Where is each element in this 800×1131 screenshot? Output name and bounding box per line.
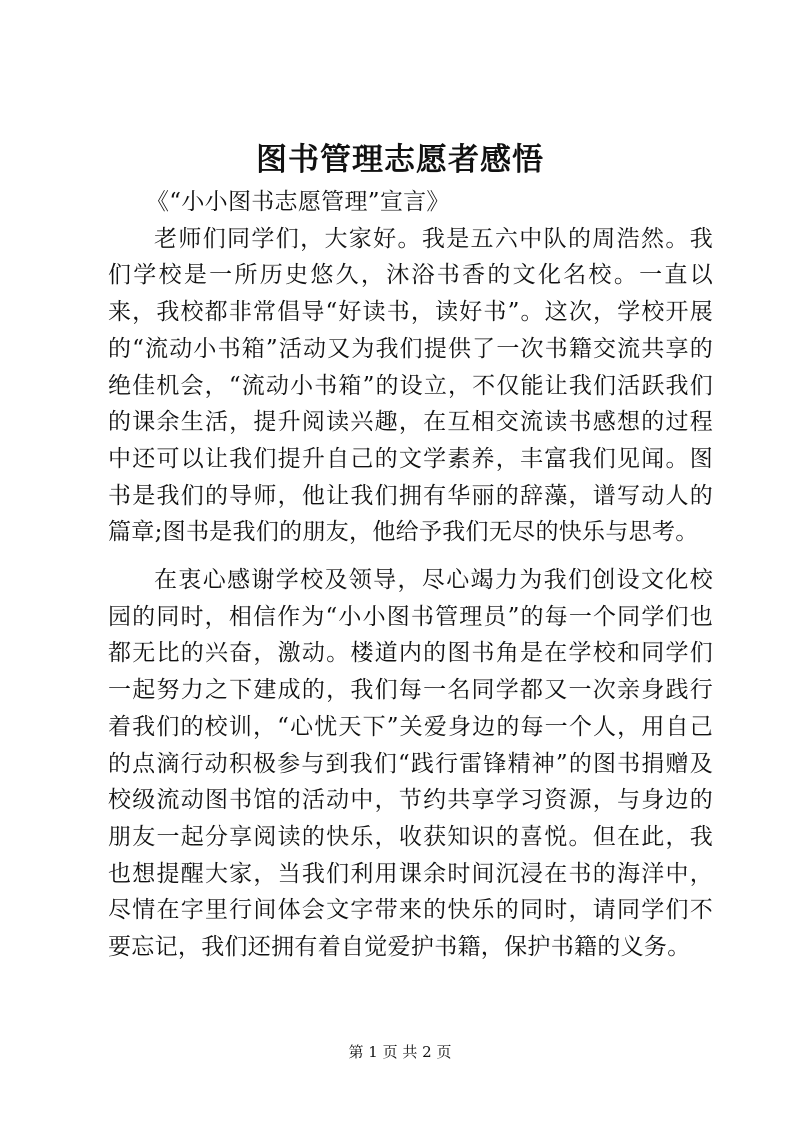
page-number-footer: 第 1 页 共 2 页 <box>348 1043 452 1061</box>
document-subtitle: 《“小小图书志愿管理”宣言》 <box>146 189 450 215</box>
paragraph-2: 在衷心感谢学校及领导，尽心竭力为我们创设文化校园的同时，相信作为“小小图书管理员”的每一个同学们也都无比的兴奋，激动。楼道内的图书角是在学校和同学们一起努力之下建成的，我们每一名同学都又一次亲身践行着我们的校训，“心忧天下”关爱身边的每一个人，用自己的点滴行动积极参与到我们“践行雷锋精神”的图书捐赠及校级流动图书馆的活动中，节约共享学习资源，与身边的朋友一起分享阅读的快乐，收获知识的喜悦。但在此，我也想提醒大家，当我们利用课余时间沉浸在书的海洋中，尽情在字里行间体会文字带来的快乐的同时，请同学们不要忘记，我们还拥有着自觉爱护书籍，保护书籍的义务。 <box>108 567 713 961</box>
page-title: 图书管理志愿者感悟 <box>256 142 544 178</box>
paragraph-1: 老师们同学们，大家好。我是五六中队的周浩然。我们学校是一所历史悠久，沐浴书香的文化名校。一直以来，我校都非常倡导“好读书，读好书”。这次，学校开展的“流动小书箱”活动又为我们提供了一次书籍交流共享的绝佳机会，“流动小书箱”的设立，不仅能让我们活跃我们的课余生活，提升阅读兴趣，在互相交流读书感想的过程中还可以让我们提升自己的文学素养，丰富我们见闻。图书是我们的导师，他让我们拥有华丽的辞藻，谱写动人的篇章;图书是我们的朋友，他给予我们无尽的快乐与思考。 <box>108 225 713 546</box>
document-body <box>108 184 713 966</box>
